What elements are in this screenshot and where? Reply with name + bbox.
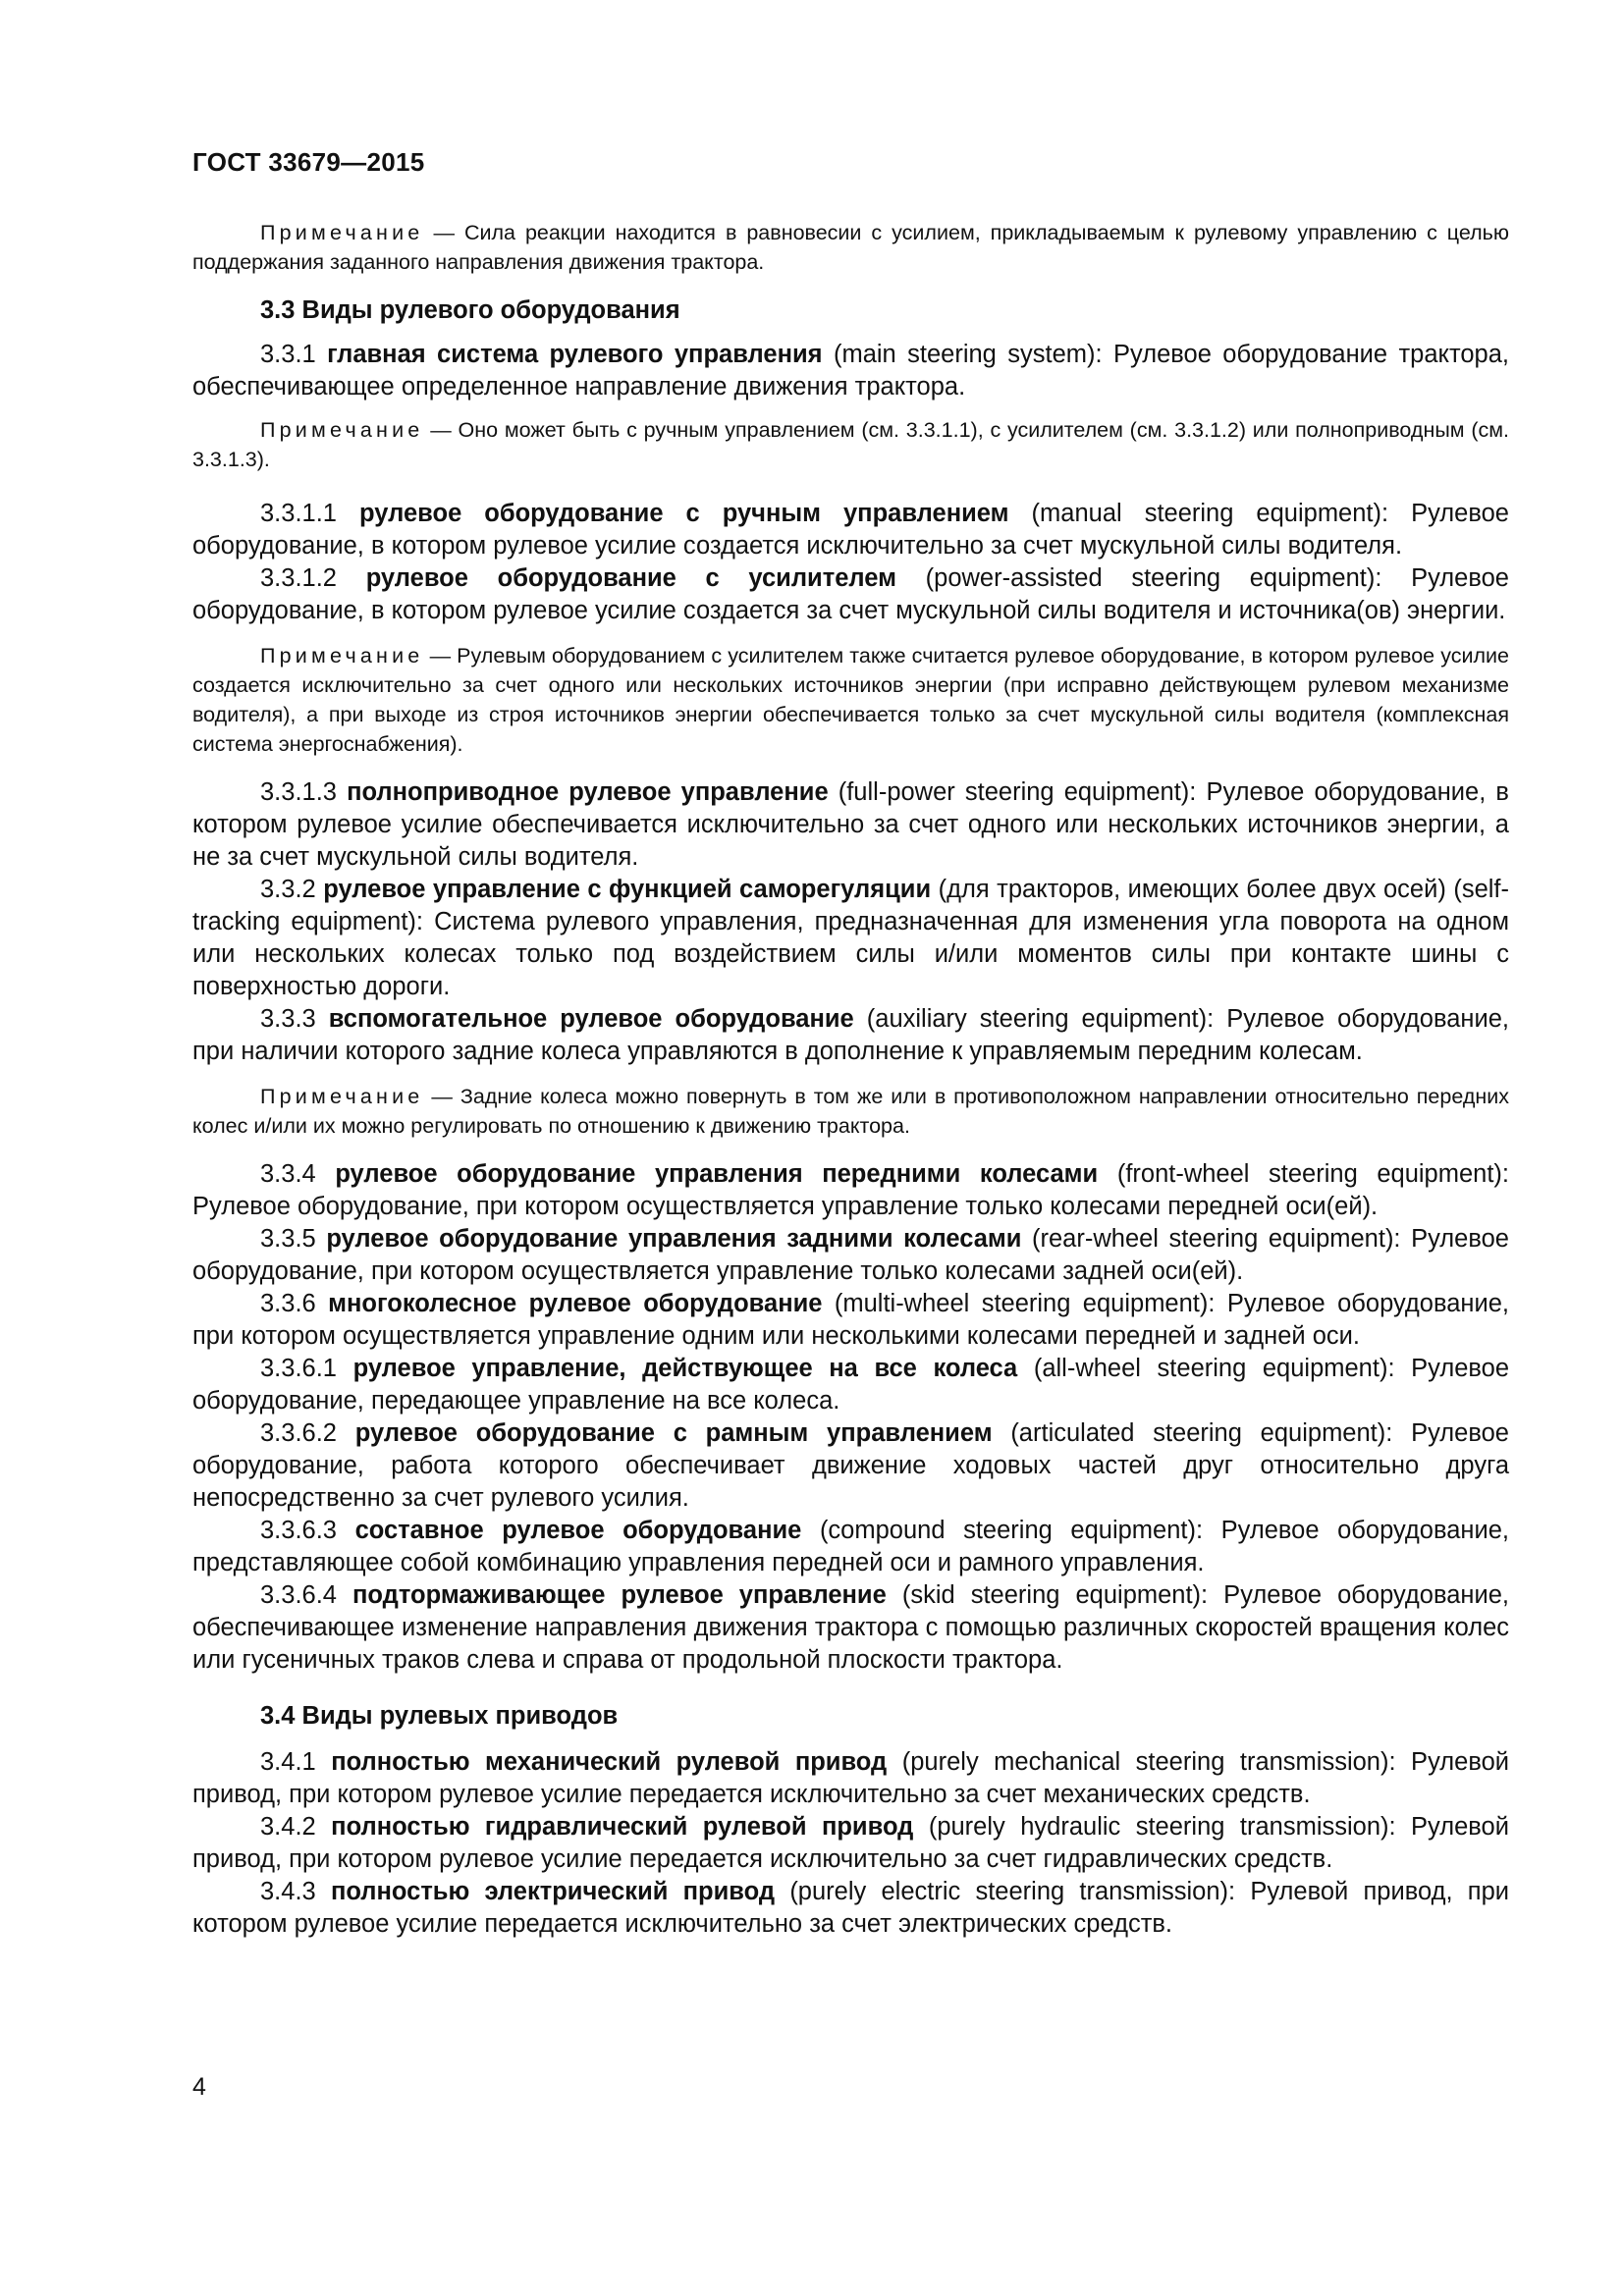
definition-term: рулевое оборудование с усилителем: [365, 564, 896, 592]
definition: [192, 874, 1509, 1003]
note-text: — Рулевым оборудованием с усилителем также считается рулевое оборудование, в котором рулевое усилие создается исключительно за счет одного или нескольких источников энергии (при исправно действующем рулевом механизме водителя), а при выходе из строя источников энергии обеспечивается только за счет мускульной силы водителя (комплексная система энергоснабжения).: [192, 644, 1509, 756]
note-text: — Оно может быть с ручным управлением (см. 3.3.1.1), с усилителем (см. 3.3.1.2) или полноприводным (см. 3.3.1.3).: [192, 418, 1509, 471]
definition-term: главная система рулевого управления: [327, 341, 823, 368]
definition-number: 3.3.6.4: [260, 1581, 337, 1609]
note-label: Примечание: [260, 644, 424, 667]
definition: [192, 562, 1509, 627]
note-label: Примечание: [260, 221, 424, 244]
definition-term: рулевое оборудование с рамным управлением: [354, 1419, 993, 1447]
definition-text: (skid steering equipment): Рулевое оборудование, обеспечивающее изменение направления движения трактора с помощью различных скоростей вращения колес или гусеничных траков слева и справа от продольной плоскости трактора.: [192, 1581, 1509, 1674]
note-text: — Сила реакции находится в равновесии с усилием, прикладываемым к рулевому управлению с целью поддержания заданного направления движения трактора.: [192, 221, 1509, 274]
definition-number: 3.4.1: [260, 1748, 316, 1776]
note-label: Примечание: [260, 1085, 424, 1108]
definition-number: 3.3.6.2: [260, 1419, 337, 1447]
definition-number: 3.3.2: [260, 876, 316, 903]
note: [192, 641, 1509, 759]
definition-term: рулевое оборудование управления задними колесами: [326, 1225, 1022, 1253]
definition: [192, 1417, 1509, 1515]
definition-text: (rear-wheel steering equipment): Рулевое оборудование, при котором осуществляется управление только колесами задней оси(ей).: [192, 1225, 1509, 1285]
definition-text: (purely electric steering transmission): Рулевой привод, при котором рулевое усилие передается исключительно за счет электрических средств.: [192, 1878, 1510, 1938]
definition-text: (articulated steering equipment): Рулевое оборудование, работа которого обеспечивает движение ходовых частей друг относительно друга непосредственно за счет рулевого усилия.: [192, 1419, 1509, 1512]
note-text: — Задние колеса можно повернуть в том же или в противоположном направлении относительно передних колес и/или их можно регулировать по отношению к движению трактора.: [192, 1085, 1509, 1138]
definition: [192, 1288, 1509, 1353]
definition-text: (purely hydraulic steering transmission): Рулевой привод, при котором рулевое усилие передается исключительно за счет гидравлических средств.: [192, 1813, 1509, 1873]
definition-term: полностью электрический привод: [330, 1878, 776, 1905]
definition-text: (front-wheel steering equipment): Рулевое оборудование, при котором осуществляется управление только колесами передней оси(ей).: [192, 1160, 1510, 1220]
definition-text: (manual steering equipment): Рулевое оборудование, в котором рулевое усилие создается исключительно за счет мускульной силы водителя.: [192, 500, 1509, 560]
definition-term: составное рулевое оборудование: [354, 1517, 802, 1544]
definition-text: (для тракторов, имеющих более двух осей) (self-tracking equipment): Система рулевого управления, предназначенная для изменения угла поворота на одном или нескольких колесах только под воздействием силы и/или моментов силы при контакте шины с поверхностью дороги.: [192, 876, 1509, 1000]
page-number: 4: [192, 2073, 206, 2101]
section-heading: 3.4 Виды рулевых приводов: [260, 1702, 619, 1730]
definition: [192, 1353, 1509, 1417]
definition-number: 3.3.6: [260, 1290, 316, 1317]
definition-text: (all-wheel steering equipment): Рулевое оборудование, передающее управление на все колеса.: [192, 1355, 1510, 1415]
definition-term: полноприводное рулевое управление: [347, 778, 829, 806]
definition-number: 3.3.6.3: [260, 1517, 337, 1544]
definition: [192, 498, 1509, 562]
definition: [192, 1579, 1509, 1677]
document-body: [192, 218, 1509, 1941]
definition-number: 3.3.6.1: [260, 1355, 337, 1382]
definition-term: рулевое управление, действующее на все колеса: [352, 1355, 1018, 1382]
note: [192, 218, 1509, 277]
definition-number: 3.3.1.3: [260, 778, 337, 806]
definition-text: (compound steering equipment): Рулевое оборудование, представляющее собой комбинацию управления передней оси и рамного управления.: [192, 1517, 1509, 1576]
definition: [192, 1811, 1509, 1876]
definition: [192, 1158, 1509, 1223]
definition-term: полностью механический рулевой привод: [331, 1748, 888, 1776]
definition-text: (purely mechanical steering transmission): Рулевой привод, при котором рулевое усилие передается исключительно за счет механических средств.: [192, 1748, 1510, 1808]
definition: [192, 776, 1509, 874]
document-code-header: ГОСТ 33679—2015: [192, 147, 425, 177]
definition-number: 3.3.1.2: [260, 564, 337, 592]
definition-number: 3.3.3: [260, 1005, 316, 1033]
definition-term: многоколесное рулевое оборудование: [328, 1290, 823, 1317]
definition-text: (main steering system): Рулевое оборудование трактора, обеспечивающее определенное направление движения трактора.: [192, 341, 1509, 400]
definition-term: рулевое оборудование управления передними колесами: [335, 1160, 1099, 1188]
note: [192, 415, 1509, 474]
note-label: Примечание: [260, 418, 424, 442]
definition-term: рулевое управление с функцией саморегуляции: [323, 876, 932, 903]
definition-text: (multi-wheel steering equipment): Рулевое оборудование, при котором осуществляется управление одним или несколькими колесами передней и задней оси.: [192, 1290, 1509, 1350]
definition-term: рулевое оборудование с ручным управлением: [359, 500, 1009, 527]
definition-number: 3.3.1: [260, 341, 316, 368]
definition-number: 3.4.2: [260, 1813, 316, 1841]
definition-text: (power-assisted steering equipment): Рулевое оборудование, в котором рулевое усилие создается за счет мускульной силы водителя и источника(ов) энергии.: [192, 564, 1509, 624]
note: [192, 1082, 1509, 1141]
definition-number: 3.4.3: [260, 1878, 316, 1905]
definition: [192, 1876, 1509, 1941]
definition: [192, 1515, 1509, 1579]
definition-number: 3.3.5: [260, 1225, 316, 1253]
definition-text: (full-power steering equipment): Рулевое оборудование, в котором рулевое усилие обеспечивается исключительно за счет одного или нескольких источников энергии, а не за счет мускульной силы водителя.: [192, 778, 1509, 871]
definition-term: подтормаживающее рулевое управление: [352, 1581, 887, 1609]
definition-text: (auxiliary steering equipment): Рулевое оборудование, при наличии которого задние колеса управляются в дополнение к управляемым передним колесам.: [192, 1005, 1509, 1065]
definition-term: полностью гидравлический рулевой привод: [331, 1813, 914, 1841]
definition: [192, 1223, 1509, 1288]
definition: [192, 339, 1509, 403]
section-heading: 3.3 Виды рулевого оборудования: [260, 296, 680, 324]
definition: [192, 1003, 1509, 1068]
definition: [192, 1746, 1509, 1811]
definition-number: 3.3.4: [260, 1160, 316, 1188]
definition-number: 3.3.1.1: [260, 500, 337, 527]
definition-term: вспомогательное рулевое оборудование: [328, 1005, 854, 1033]
